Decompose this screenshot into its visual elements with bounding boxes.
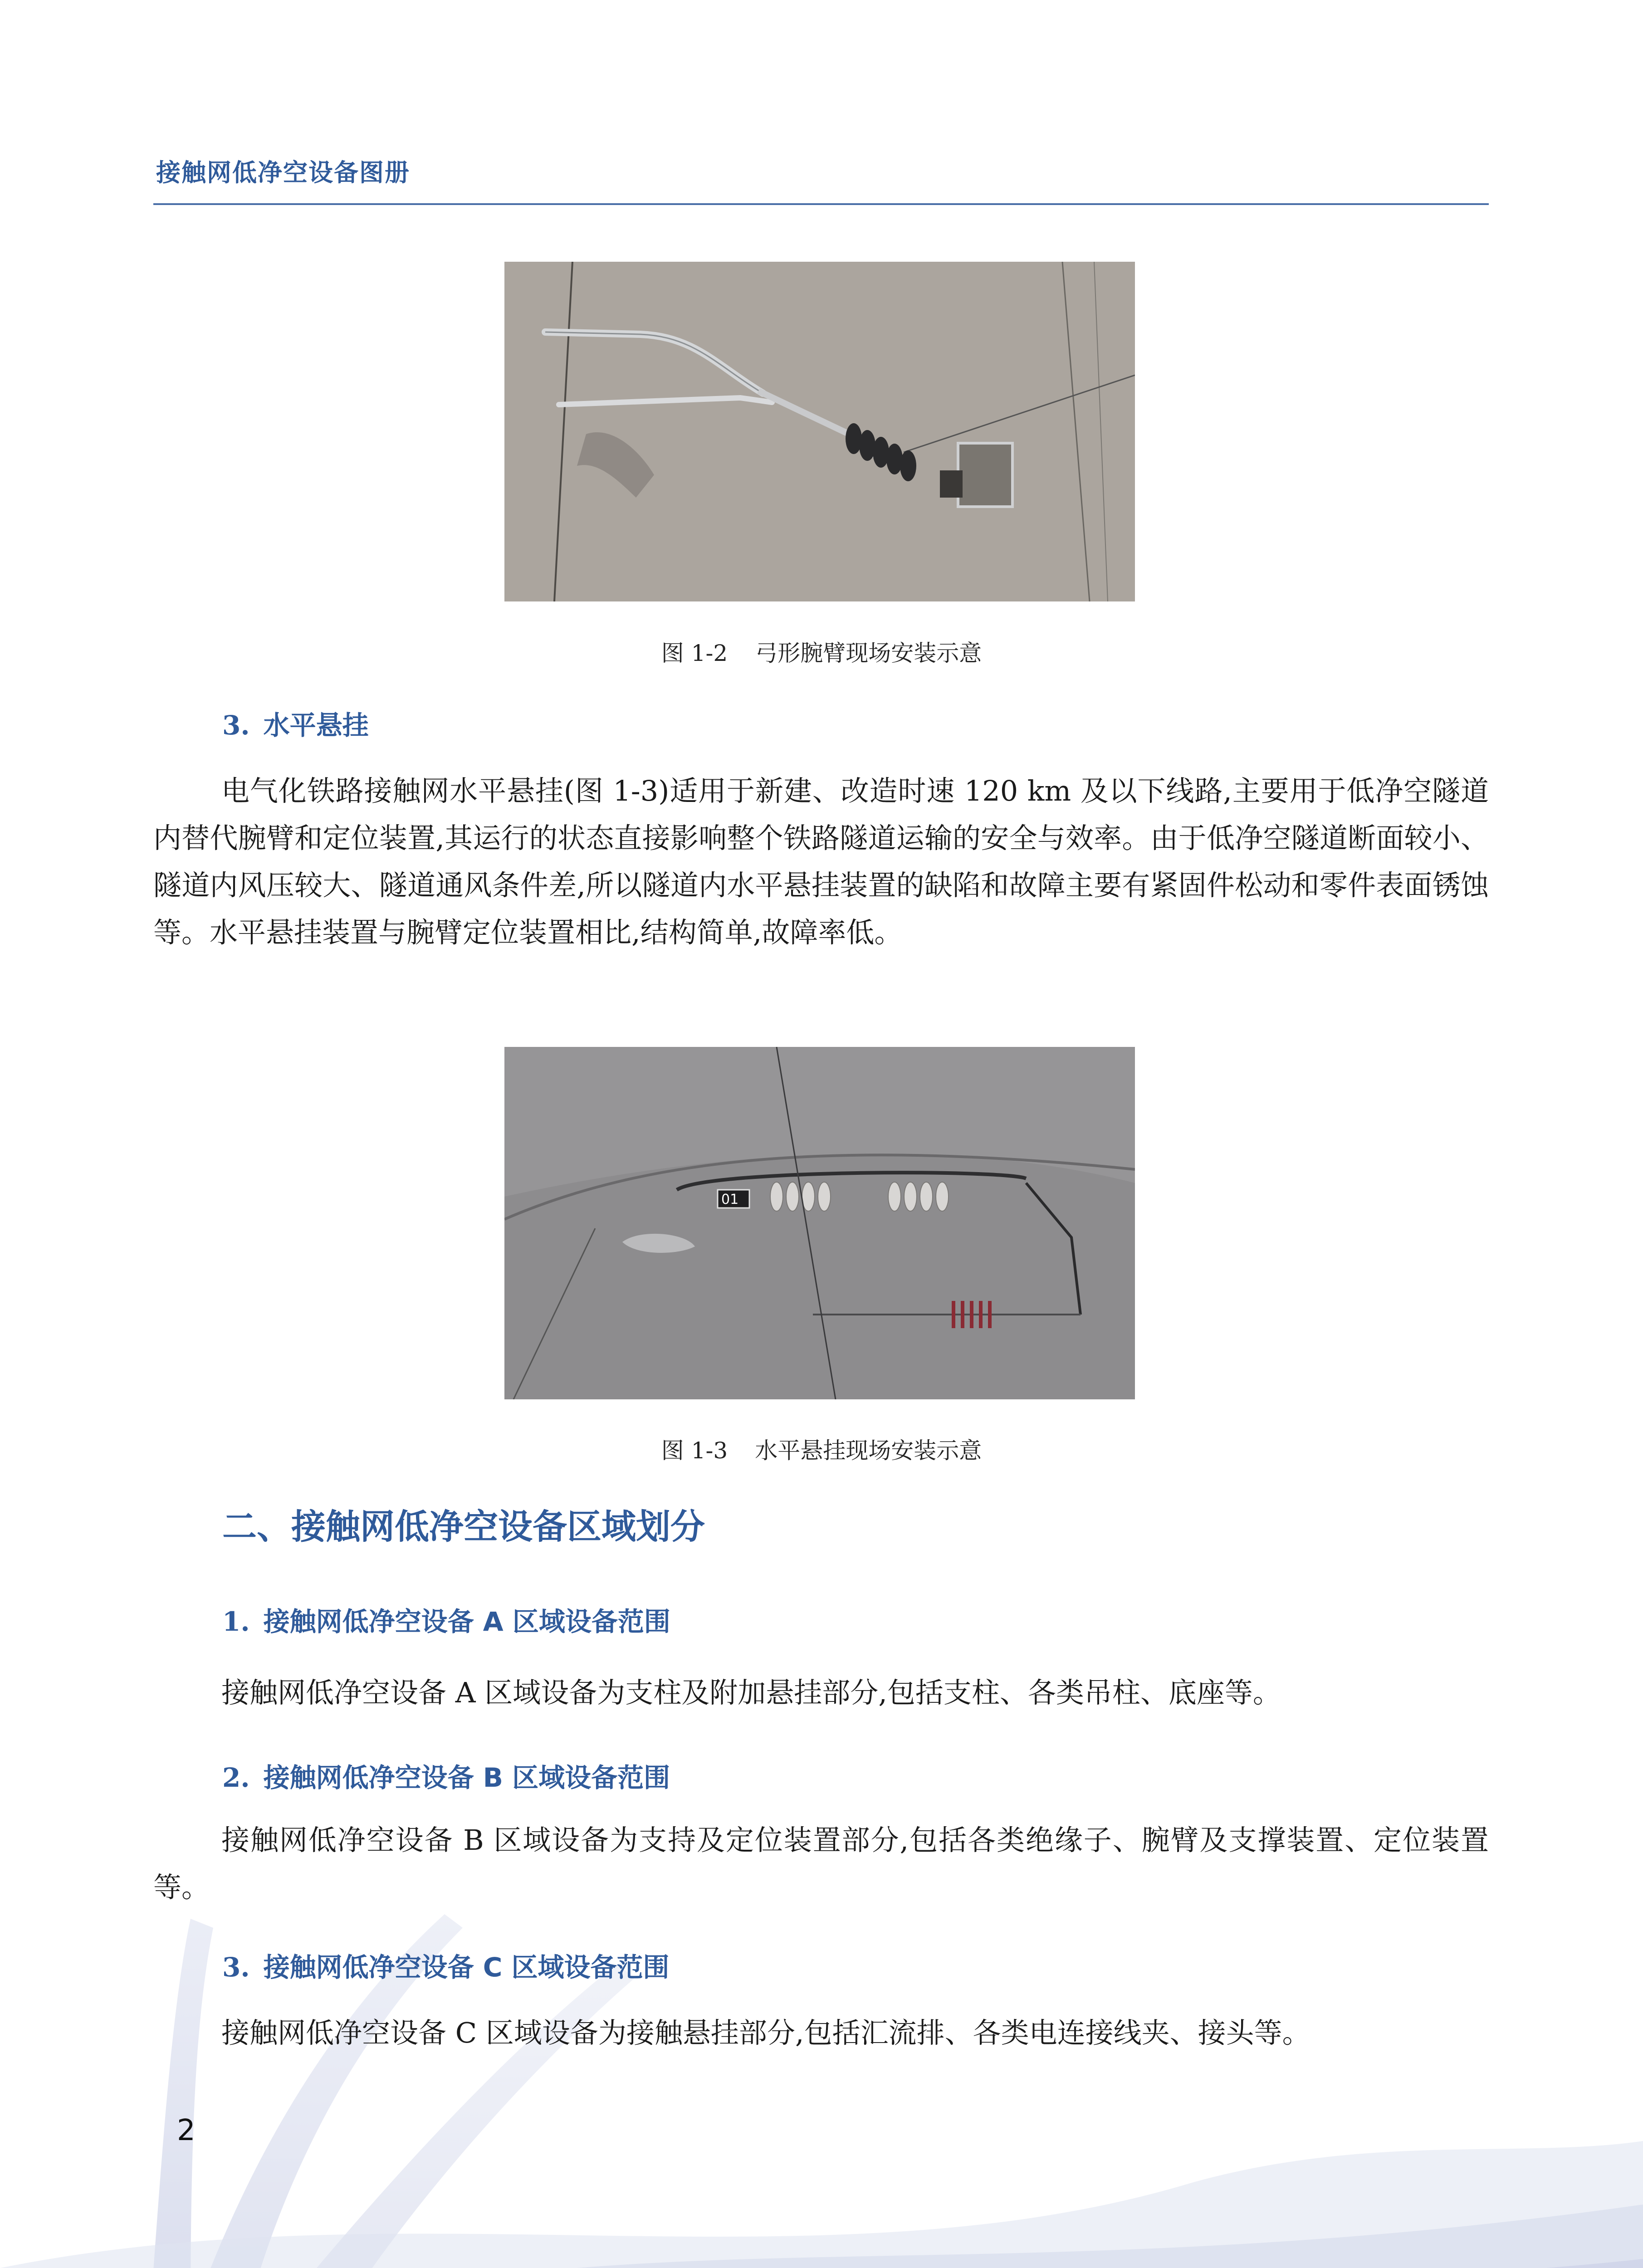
- section-title: 接触网低净空设备 C 区域设备范围: [263, 1952, 670, 1983]
- figure-1-2-photo: [504, 262, 1135, 601]
- section-title: 接触网低净空设备 B 区域设备范围: [263, 1762, 670, 1793]
- figure-caption-text: 弓形腕臂现场安装示意: [755, 640, 982, 666]
- figure-1-2-caption: [0, 635, 1643, 668]
- zone-c-heading: [222, 1946, 670, 1984]
- zone-b-heading: [222, 1756, 670, 1794]
- section-number: 3.: [222, 1952, 250, 1983]
- figure-number: 图 1-3: [661, 1437, 728, 1464]
- section-number: 3.: [222, 710, 250, 741]
- tunnel-marker-tag: 01: [721, 1192, 739, 1207]
- section-number: 2.: [222, 1762, 250, 1793]
- figure-caption-text: 水平悬挂现场安装示意: [755, 1437, 982, 1464]
- zone-c-paragraph: 接触网低净空设备 C 区域设备为接触悬挂部分,包括汇流排、各类电连接线夹、接头等。: [221, 2016, 1310, 2049]
- figure-1-3-caption: [0, 1432, 1643, 1465]
- figure-1-3-photo: [504, 1047, 1135, 1399]
- zone-b-paragraph: 接触网低净空设备 B 区域设备为支持及定位装置部分,包括各类绝缘子、腕臂及支撑装置、定位装置等。: [153, 1823, 1489, 1904]
- chapter-heading: 二、接触网低净空设备区域划分: [222, 1506, 705, 1547]
- header-rule: [153, 203, 1489, 205]
- running-header: 接触网低净空设备图册: [156, 158, 410, 187]
- section-heading-horizontal-suspension: [222, 704, 369, 742]
- section-title: 接触网低净空设备 A 区域设备范围: [263, 1606, 670, 1637]
- section-number: 1.: [222, 1606, 250, 1637]
- page-number: 2: [177, 2114, 196, 2147]
- section-title: 水平悬挂: [263, 710, 369, 741]
- zone-a-paragraph: 接触网低净空设备 A 区域设备为支柱及附加悬挂部分,包括支柱、各类吊柱、底座等。: [221, 1676, 1281, 1709]
- zone-a-heading: [222, 1600, 670, 1638]
- paragraph-horizontal-suspension: 电气化铁路接触网水平悬挂(图 1-3)适用于新建、改造时速 120 km 及以下线路,主要用于低净空隧道内替代腕臂和定位装置,其运行的状态直接影响整个铁路隧道运输的安全与效率。由于低净空隧道断面较小、隧道内风压较大、隧道通风条件差,所以隧道内水平悬挂装置的缺陷和故障主要有紧固件松动和零件表面锈蚀等。水平悬挂装置与腕臂定位装置相比,结构简单,故障率低。: [153, 774, 1489, 949]
- figure-number: 图 1-2: [661, 640, 728, 666]
